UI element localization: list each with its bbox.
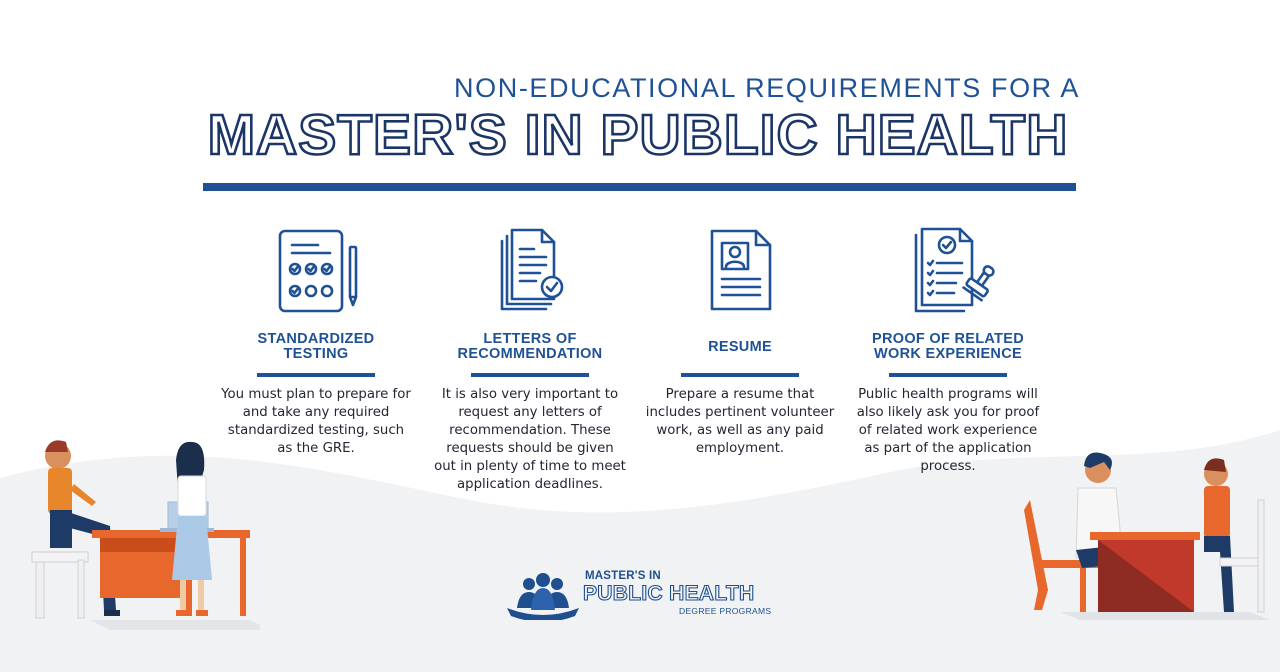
page-subtitle: NON-EDUCATIONAL REQUIREMENTS FOR A bbox=[454, 73, 1080, 103]
page-title: MASTER'S IN PUBLIC HEALTH bbox=[207, 103, 1069, 167]
requirement-resume bbox=[640, 225, 840, 458]
requirement-standardized-testing bbox=[216, 225, 416, 458]
checklist-stamp-icon bbox=[898, 225, 998, 317]
people-group-icon bbox=[505, 566, 581, 620]
requirement-divider bbox=[471, 373, 589, 377]
requirement-divider bbox=[257, 373, 375, 377]
logo-line-2: PUBLIC HEALTH bbox=[583, 582, 755, 605]
brand-logo bbox=[505, 566, 780, 626]
right-interview-illustration bbox=[1020, 440, 1270, 620]
requirement-divider bbox=[889, 373, 1007, 377]
title-divider bbox=[203, 183, 1076, 191]
requirement-description: You must plan to prepare for and take any required standardized testing, such as the GRE. bbox=[221, 387, 411, 456]
logo-line-1: MASTER'S IN bbox=[585, 570, 661, 582]
requirement-description: Public health programs will also likely ask you for proof of related work experience as part of the application process. bbox=[856, 387, 1040, 474]
left-interview-illustration bbox=[20, 430, 260, 630]
requirement-divider bbox=[681, 373, 799, 377]
requirement-description: Prepare a resume that includes pertinent volunteer work, as well as any paid employment. bbox=[645, 387, 835, 456]
requirement-description: It is also very important to request any letters of recommendation. These requests should be given out in plenty of time to meet application deadlines. bbox=[434, 387, 626, 492]
resume-icon bbox=[690, 225, 790, 317]
documents-check-icon bbox=[480, 225, 580, 317]
requirement-title: PROOF OF RELATED WORK EXPERIENCE bbox=[872, 331, 1024, 362]
requirement-letters-of-recommendation bbox=[430, 225, 630, 494]
requirement-title: STANDARDIZED TESTING bbox=[257, 331, 375, 362]
test-sheet-icon bbox=[266, 225, 366, 317]
requirement-title: RESUME bbox=[708, 338, 772, 355]
requirement-work-experience bbox=[848, 225, 1048, 476]
logo-line-3: DEGREE PROGRAMS bbox=[679, 606, 772, 616]
requirement-title: LETTERS OF RECOMMENDATION bbox=[457, 331, 603, 362]
